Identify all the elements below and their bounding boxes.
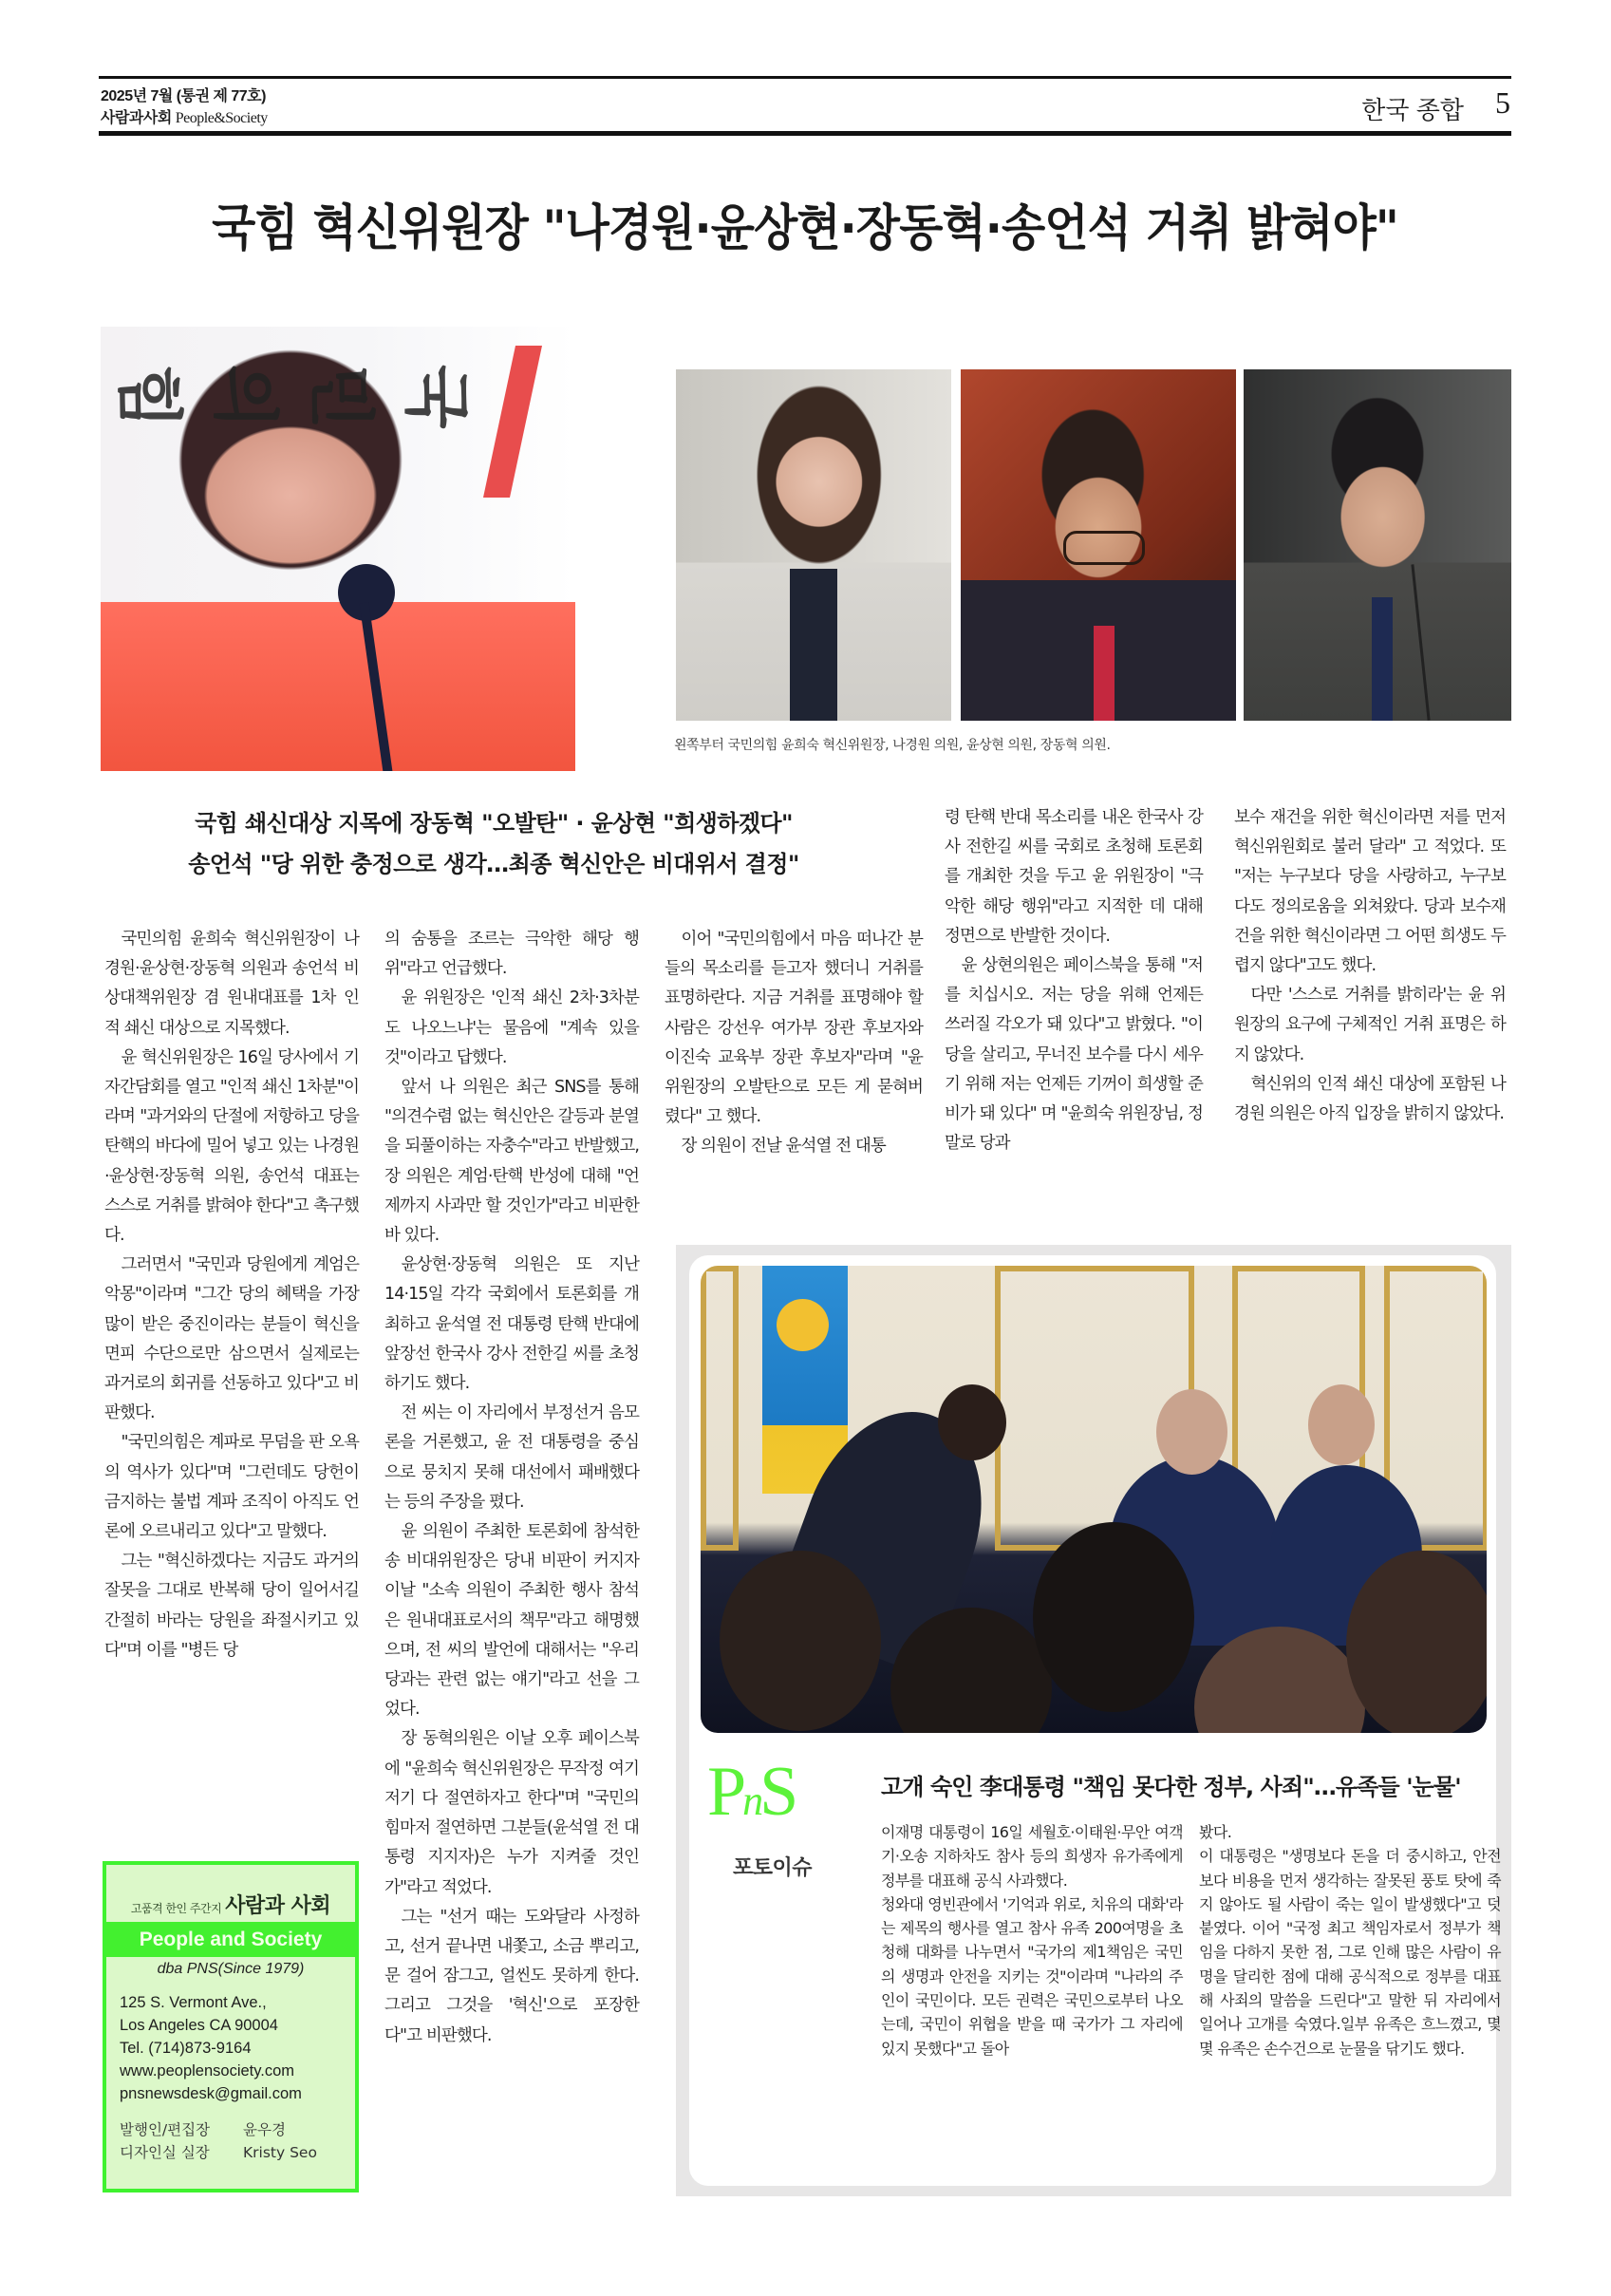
photo-head: [1156, 1389, 1227, 1475]
logo-letter-s: S: [759, 1753, 796, 1831]
paragraph: "국민의힘은 계파로 무덤을 판 오욕의 역사가 있다"며 "그런데도 당헌이 금지하는 불법 계파 조직이 아직도 언론에 오르내리고 있다"고 말했다.: [104, 1433, 359, 1542]
logo-letter-n: n: [742, 1778, 760, 1824]
publication-name-ko: 사람과사회: [101, 110, 172, 126]
paragraph: 혁신위의 인적 쇄신 대상에 포함된 나경원 의원은 아직 입장을 밝히지 않았다.: [1234, 1074, 1506, 1124]
issue-date: 2025년 7월 (통권 제 77호): [101, 88, 266, 104]
paragraph: 이 대통령은 "생명보다 돈을 더 중시하고, 안전보다 비용을 먼저 생각하는 잘못된 풍토 탓에 죽지 않아도 될 사람이 죽는 일이 발생했다"고 덧붙였다. 이어 "국정 최고 책임자로서 정부가 책임을 다하지 못한 점, 그로 인해 많은 사람이 유명을 달리한 점에 대해 공식적으로 정부를 대표해 사죄의 말씀을 드린다"고 말한 뒤 자리에서 일어나 고개를 숙였다.일부 유족은 흐느꼈고, 몇몇 유족은 손수건으로 눈물을 닦기도 했다.: [1199, 1847, 1501, 2058]
email-link[interactable]: pnsnewsdesk@gmail.com: [120, 2085, 302, 2102]
info-brand-ko: 사람과 사회: [225, 1894, 331, 1918]
microphone-stand: [360, 602, 393, 771]
flag-emblem-icon: [777, 1299, 829, 1351]
publication-name-en: People&Society: [175, 110, 268, 126]
section-label: 한국 종합: [1361, 96, 1464, 124]
paragraph: 윤 상현의원은 페이스북을 통해 "저를 치십시오. 저는 당을 위해 언제든 쓰러질 각오가 돼 있다"고 밝혔다. "이 당을 살리고, 무너진 보수를 다시 세우기 위해 저는 언제든 기꺼이 희생할 준비가 돼 있다" 며 "윤희숙 위원장님, 정말로 당과: [945, 956, 1203, 1154]
website-link[interactable]: www.peoplensociety.com: [120, 2062, 295, 2080]
photo-yoon-heesook: [101, 327, 575, 771]
publisher-info-box: [103, 1861, 359, 2192]
photo-issue-column-2: [1199, 1820, 1501, 2061]
subheadline-line-1: 국힘 쇄신대상 지목에 장동혁 "오발탄" · 윤상현 "희생하겠다": [195, 810, 793, 837]
phone-number: Tel. (714)873-9164: [120, 2040, 252, 2057]
staff-name: 윤우경: [243, 2121, 286, 2138]
info-dba: dba PNS(Since 1979): [157, 1961, 305, 1977]
article-column-2: [384, 925, 639, 2051]
info-box-title: [106, 1865, 355, 1918]
wall-panel: [701, 1266, 739, 1551]
paragraph: 윤상현·장동혁 의원은 또 지난 14·15일 각각 국회에서 토론회를 개최하고 윤석열 전 대통령 탄핵 반대에 앞장선 한국사 강사 전한길 씨를 초청하기도 했다.: [384, 1255, 639, 1394]
paragraph: 이재명 대통령이 16일 세월호·이태원·무안 여객기·오송 지하차도 참사 등의 희생자 유가족에게 정부를 대표해 공식 사과했다.: [881, 1823, 1183, 1890]
info-brand-en: People and Society: [106, 1922, 355, 1957]
photo-issue-column-1: [881, 1820, 1183, 2061]
staff-role: 디자인실 실장: [120, 2144, 210, 2161]
photo-glasses: [1063, 531, 1145, 565]
info-address: [120, 1991, 355, 2105]
article-column-5: [1234, 803, 1506, 1129]
paragraph: 윤 혁신위원장은 16일 당사에서 기자간담회를 열고 "인적 쇄신 1차분"이라며 "과거와의 단절에 저항하고 당을 탄핵의 바다에 밀어 넣고 있는 나경원·윤상현·장동혁 의원, 송언석 대표는 스스로 거취를 밝혀야 한다"고 촉구했다.: [104, 1047, 359, 1246]
photo-caption: 왼쪽부터 국민의힘 윤희숙 혁신위원장, 나경원 의원, 윤상현 의원, 장동혁 의원.: [674, 738, 1111, 753]
paragraph: 장 의원이 전날 윤석열 전 대통: [681, 1137, 886, 1157]
paragraph: 국민의힘 윤희숙 혁신위원장이 나경원·윤상현·장동혁 의원과 송언석 비상대책위원장 겸 원내대표를 1차 인적 쇄신 대상으로 지목했다.: [104, 930, 359, 1038]
info-tagline: 고품격 한인 주간지: [130, 1902, 222, 1915]
staff-role: 발행인/편집장: [120, 2121, 211, 2138]
article-column-1: [104, 925, 359, 1666]
audience-head: [1033, 1522, 1194, 1712]
paragraph: 청와대 영빈관에서 '기억과 위로, 치유의 대화'라는 제목의 행사를 열고 참사 유족 200여명을 초청해 대화를 나누면서 "국가의 제1책임은 국민의 생명과 안전을 지키는 것"이라며 "나라의 주인이 국민이다. 모든 권력은 국민으로부터 나오는데, 국민이 위협을 받을 때 국가가 그 자리에 있지 못했다"고 돌아: [881, 1894, 1183, 2058]
staff-row: [120, 2118, 355, 2141]
paragraph: 그러면서 "국민과 당원에게 계엄은 악몽"이라며 "그간 당의 혜택을 가장 많이 받은 중진이라는 분들이 혁신을 면피 수단으로만 삼으면서 실제로는 과거로의 회귀를 선동하고 있다"고 비판했다.: [104, 1255, 359, 1423]
pns-logo: [707, 1753, 796, 1836]
publication-name: [101, 105, 268, 127]
paragraph: 봤다.: [1199, 1823, 1232, 1841]
info-staff: [120, 2118, 355, 2164]
main-headline: 국힘 혁신위원장 "나경원·윤상현·장동혁·송언석 거취 밝혀야": [212, 200, 1398, 257]
photo-tie: [1094, 626, 1115, 721]
photo-issue-title: 고개 숙인 李대통령 "책임 못다한 정부, 사죄"…유족들 '눈물': [881, 1774, 1461, 1800]
logo-letter-p: P: [707, 1753, 743, 1831]
paragraph: 의 숨통을 조르는 극악한 해당 행위"라고 언급했다.: [384, 930, 639, 979]
paragraph: 윤 위원장은 '인적 쇄신 2차·3차분도 나오느냐'는 물음에 "계속 있을 것"이라고 답했다.: [384, 988, 639, 1067]
paragraph: 전 씨는 이 자리에서 부정선거 음모론을 거론했고, 윤 전 대통령을 중심으로 뭉치지 못해 대선에서 패배했다는 등의 주장을 폈다.: [384, 1403, 639, 1512]
header-top-rule: [99, 76, 1511, 79]
page-number: 5: [1495, 85, 1510, 120]
subheadline: [104, 803, 883, 885]
header-bottom-rule: [99, 131, 1511, 136]
paragraph: 령 탄핵 반대 목소리를 내온 한국사 강사 전한길 씨를 국회로 초청해 토론회를 개최한 것을 두고 윤 위원장이 "극악한 해당 행위"라고 지적한 데 대해 정면으로 반발한 것이다.: [945, 808, 1203, 946]
paragraph: 그는 "혁신하겠다는 지금도 과거의 잘못을 그대로 반복해 당이 일어서길 간절히 바라는 당원을 좌절시키고 있다"며 이를 "병든 당: [104, 1552, 359, 1660]
audience-head: [720, 1551, 881, 1731]
paragraph: 앞서 나 의원은 최근 SNS를 통해 "의견수렴 없는 혁신안은 갈등과 분열을 되풀이하는 자충수"라고 반발했고, 장 의원은 계엄·탄핵 반성에 대해 "언제까지 사과만 할 것인가"라고 비판한 바 있다.: [384, 1078, 639, 1246]
photo-yoon-sanghyun: [961, 369, 1236, 721]
photo-head: [938, 1384, 1006, 1460]
article-column-3: [665, 925, 923, 1162]
photo-na-kyungwon: [676, 369, 951, 721]
paragraph: 장 동혁의원은 이날 오후 페이스북에 "윤희숙 혁신위원장은 무작정 여기저기 다 절연하자고 한다"며 "국민의힘마저 절연하면 그분들(윤석열 전 대통령 지지자)은 누가 지켜줄 것인가"라고 적었다.: [384, 1729, 639, 1897]
paragraph: 그는 "선거 때는 도와달라 사정하고, 선거 끝나면 내쫓고, 소금 뿌리고, 문 걸어 잠그고, 얼씬도 못하게 한다. 그리고 그것을 '혁신'으로 포장한다"고 비판했다.: [384, 1907, 639, 2045]
paragraph: 윤 의원이 주최한 토론회에 참석한 송 비대위원장은 당내 비판이 커지자 이날 "소속 의원이 주최한 행사 참석은 원내대표로서의 책무"라고 해명했으며, 전 씨의 발언에 대해서는 "우리 당과는 관련 없는 얘기"라고 선을 그었다.: [384, 1522, 639, 1720]
photo-issue-label: 포토이슈: [733, 1856, 813, 1880]
photo-head: [1308, 1384, 1375, 1465]
subheadline-line-2: 송언석 "당 위한 충정으로 생각…최종 혁신안은 비대위서 결정": [188, 851, 799, 877]
party-flag-text: 국민의힘: [110, 365, 476, 433]
paragraph: 보수 재건을 위한 혁신이라면 저를 먼저 혁신위원회로 불러 달라" 고 적었다. 또 "저는 누구보다 당을 사랑하고, 누구보다도 정의로움을 외쳐왔다. 당과 보수재건을 위한 혁신이라면 그 어떤 희생도 두렵지 않다"고도 했다.: [1234, 808, 1506, 976]
address-line: 125 S. Vermont Ave.,: [120, 1994, 267, 2011]
staff-name: Kristy Seo: [243, 2144, 317, 2161]
flag-red-strip: [483, 346, 542, 498]
paragraph: 다만 '스스로 거취를 밝히라'는 윤 위원장의 요구에 구체적인 거취 표명은 하지 않았다.: [1234, 986, 1506, 1064]
article-column-4: [945, 803, 1203, 1158]
photo-shirt: [790, 569, 837, 721]
address-line: Los Angeles CA 90004: [120, 2017, 278, 2034]
photo-president-bowing: [701, 1266, 1487, 1733]
audience-head: [1346, 1551, 1487, 1733]
photo-jang-donghyuk: [1244, 369, 1511, 721]
staff-row: [120, 2141, 355, 2164]
photo-tie: [1372, 597, 1393, 721]
microphone-icon: [1411, 564, 1430, 720]
paragraph: 이어 "국민의힘에서 마음 떠나간 분들의 목소리를 듣고자 했더니 거취를 표명하란다. 지금 거취를 표명해야 할 사람은 강선우 여가부 장관 후보자와 이진숙 교육부 장관 후보자"라며 "윤 위원장의 오발탄으로 모든 게 묻혀버렸다" 고 했다.: [665, 930, 923, 1127]
